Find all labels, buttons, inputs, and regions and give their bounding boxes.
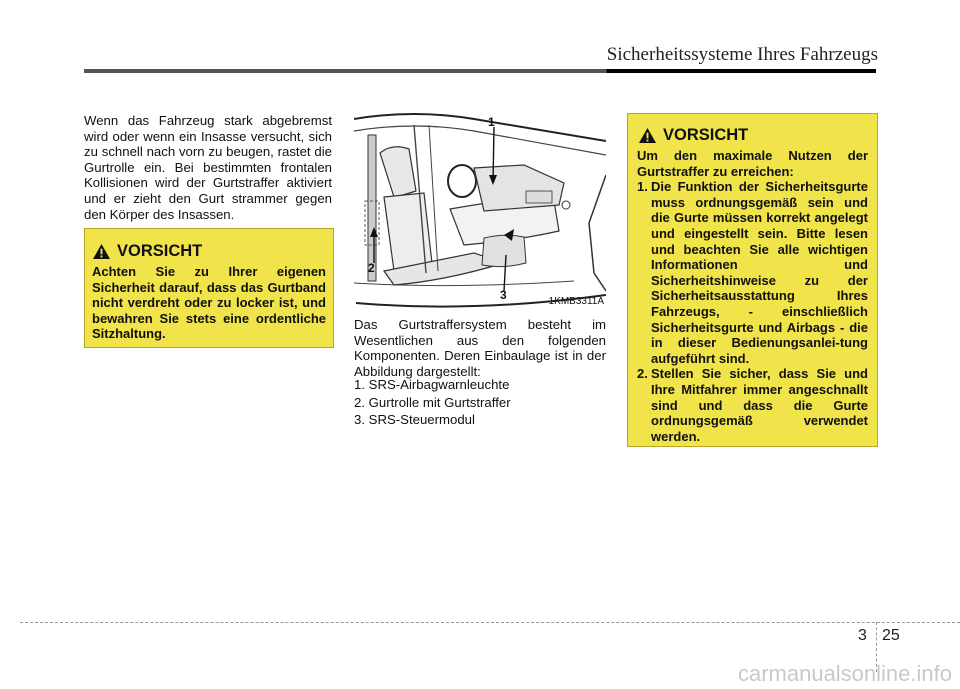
item-number: 2. <box>637 366 648 382</box>
seatbelt-pretensioner-figure <box>354 113 606 309</box>
caution-item <box>637 179 868 366</box>
header-rule <box>84 69 876 73</box>
callout-1: 1 <box>488 115 495 129</box>
figure-code: 1KMB3311A <box>548 296 604 307</box>
caution-heading: VORSICHT <box>117 242 203 260</box>
components-list <box>354 377 606 430</box>
car-interior-illustration <box>354 113 606 309</box>
caution-box-left <box>84 228 334 348</box>
item-text: Stellen Sie sicher, dass Sie und Ihre Mitfahrer immer angeschnallt sind und dass die Gurte ordnungsgemäß verwendet werden. <box>651 366 868 444</box>
caution-item <box>637 366 868 444</box>
intro-paragraph: Wenn das Fahrzeug stark abgebremst wird oder wenn ein Insasse versucht, sich zu schnell nach vorn zu beugen, rastet die Gurtrolle ein. Bei bestimmten frontalen Kollisionen wird der Gurtstraffer aktiviert und er zieht den Gurt strammer gegen den Körper des Insassen. <box>84 113 332 222</box>
warning-icon <box>92 243 111 260</box>
warning-icon <box>638 127 657 144</box>
item-text: Die Funktion der Sicherheitsgurte muss ordnungsgemäß sein und die Gurte müssen korrekt angelegt und eingestellt sein. Bitte lesen und beachten Sie alle wichtigen Informationen und Sicherheitshinweise zu der Sicherheitsausstattung Ihres Fahrzeugs, - einschließlich Sicherheitsgurte und Airbags - die in dieser Bedienungsanlei-tung aufgeführt sind. <box>651 179 868 366</box>
watermark: carmanualsonline.info <box>737 661 952 686</box>
page-header-title: Sicherheitssysteme Ihres Fahrzeugs <box>606 44 878 65</box>
item-number: 1. <box>637 179 648 195</box>
components-paragraph: Das Gurtstraffersystem besteht im Wesentlichen aus den folgenden Komponenten. Deren Einbaulage ist in der Abbildung dargestellt: <box>354 317 606 379</box>
footer-rule <box>20 622 960 623</box>
caution-box-right <box>627 113 878 447</box>
caution-intro: Um den maximale Nutzen der Gurtstraffer zu erreichen: <box>637 148 868 179</box>
callout-2: 2 <box>368 261 375 275</box>
list-item: 2. Gurtrolle mit Gurtstraffer <box>354 394 511 410</box>
chapter-number: 3 <box>858 627 867 644</box>
caution-heading: VORSICHT <box>663 126 749 144</box>
list-item: 1. SRS-Airbagwarnleuchte <box>354 377 510 392</box>
callout-3: 3 <box>500 288 507 302</box>
caution-text: Achten Sie zu Ihrer eigenen Sicherheit darauf, dass das Gurtband nicht verdreht oder zu locker ist, und bewahren Sie stets eine ordentliche Sitzhaltung. <box>92 264 326 342</box>
page-number: 25 <box>882 627 900 644</box>
list-item: 3. SRS-Steuermodul <box>354 412 475 428</box>
